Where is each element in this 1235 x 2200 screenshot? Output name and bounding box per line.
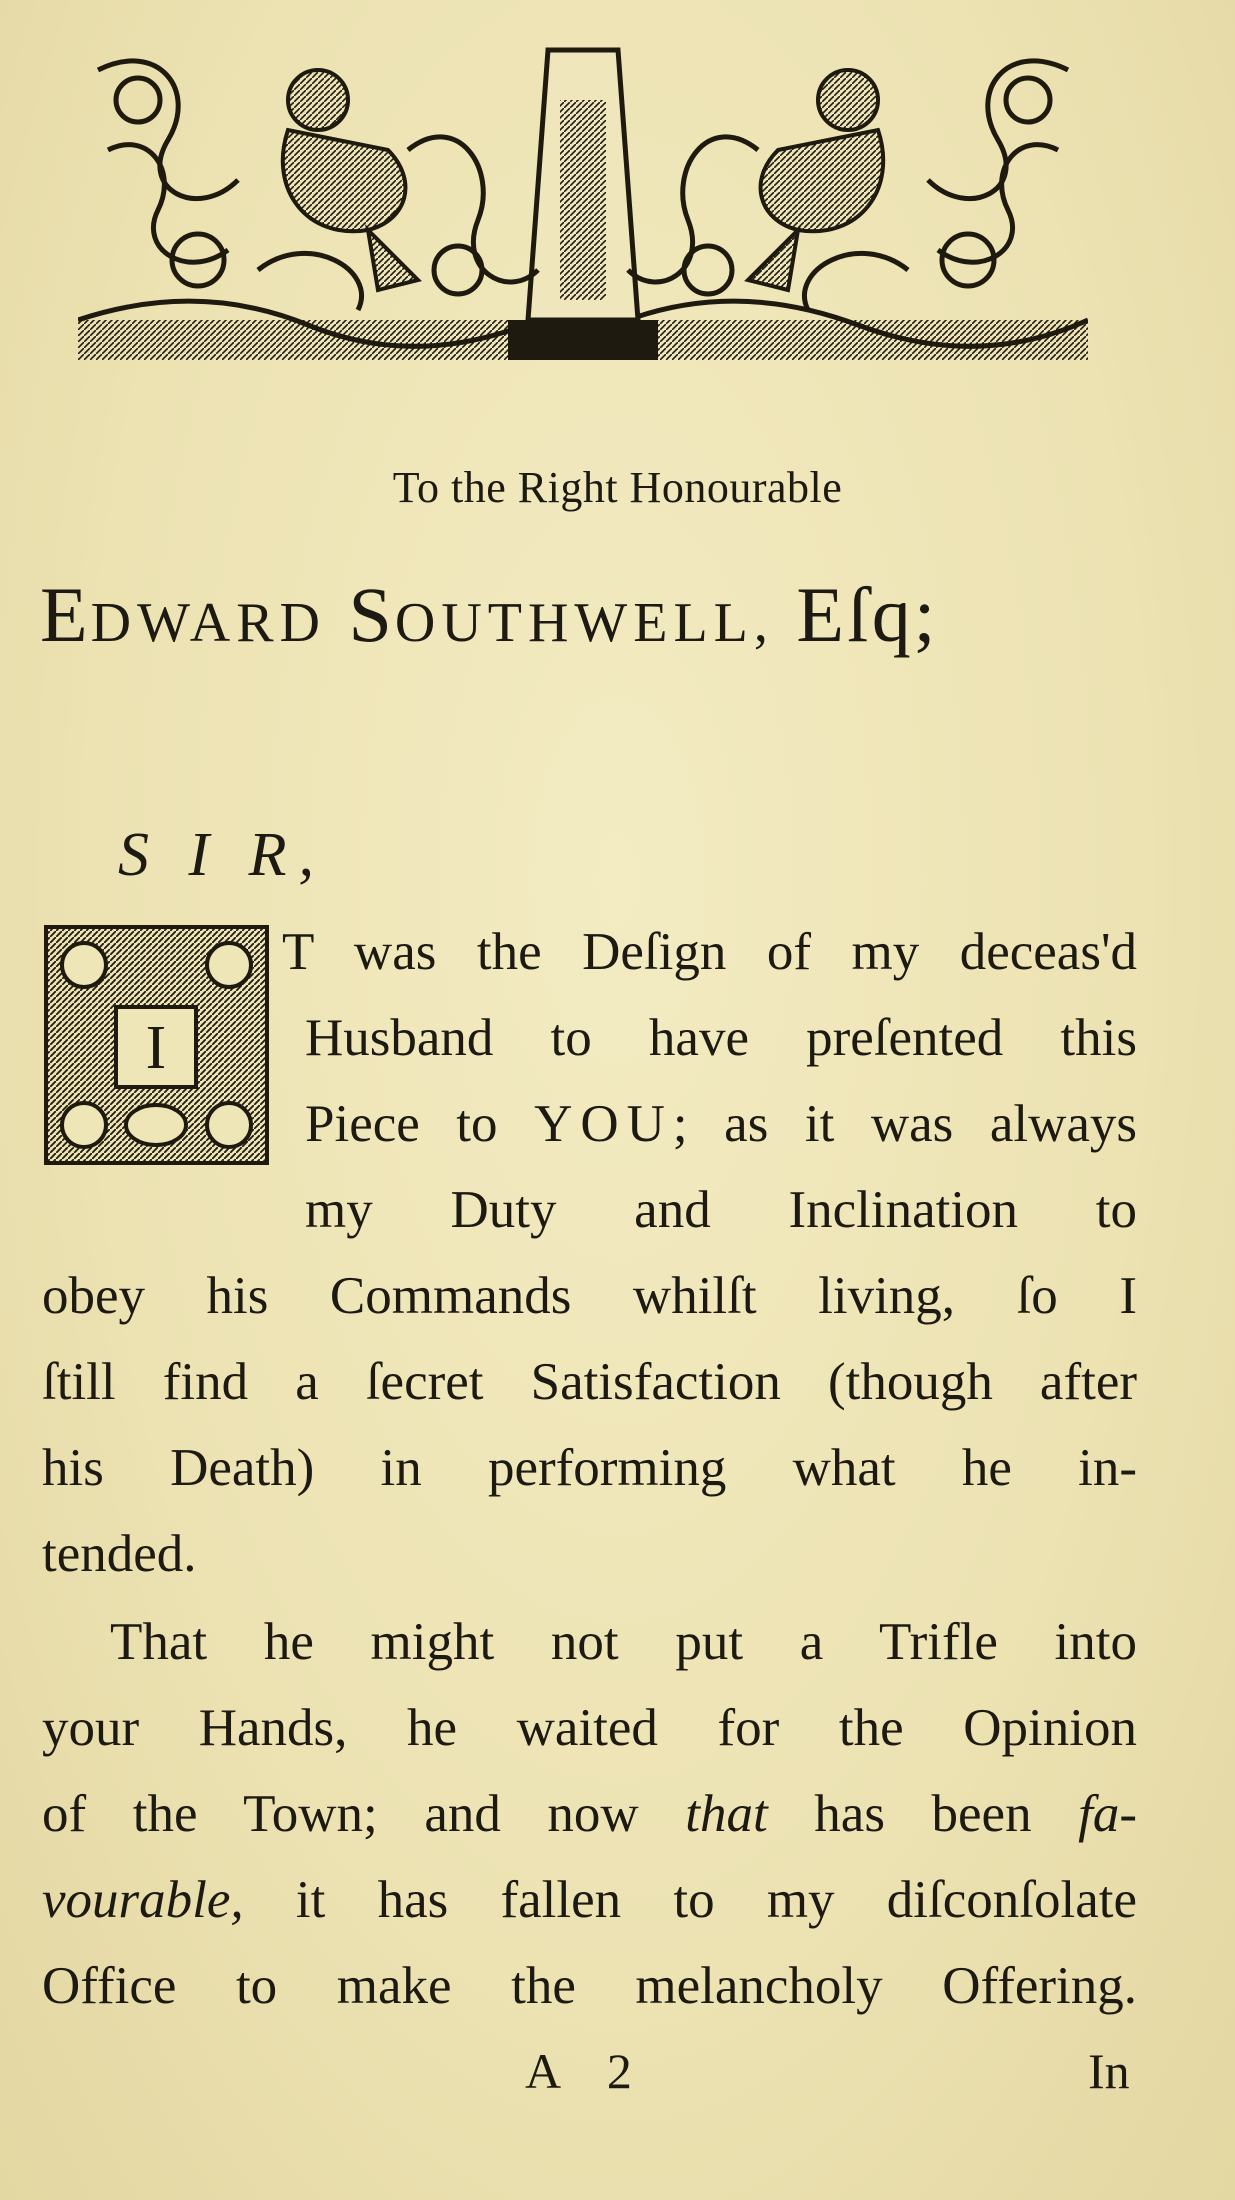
para2-line-4-b: it has fallen to my diſconſolate: [295, 1871, 1137, 1929]
body-line-3-you: YOU: [534, 1095, 673, 1153]
recipient-last-rest: OUTHWELL,: [394, 592, 774, 654]
para2-line-5: Office to make the melancholy Offering.: [42, 1957, 1137, 2015]
body-line-3-a: Piece to: [305, 1095, 498, 1153]
para2-line-3-it2: fa-: [1078, 1785, 1138, 1843]
body-line-2: Husband to have preſented this: [305, 1009, 1137, 1067]
body-line-4: my Duty and Inclination to: [305, 1181, 1137, 1239]
para2-line-3-b: has been: [814, 1785, 1032, 1843]
recipient-last-initial: S: [348, 571, 395, 658]
body-line-7: his Death) in performing what he in-: [42, 1439, 1137, 1497]
para2-line-3-it: that: [685, 1785, 768, 1843]
para2-line-4: [42, 1870, 1137, 1930]
para2-line-3-a: of the Town; and now: [42, 1785, 639, 1843]
dedication-line: To the Right Honourable: [392, 463, 843, 512]
para2-line-3: [42, 1784, 1137, 1844]
recipient-first-rest: DWARD: [90, 592, 326, 654]
ornamental-headpiece-icon: [78, 30, 1088, 385]
body-line-6: ſtill find a ſecret Satisfaction (though after: [42, 1353, 1137, 1411]
recipient-first-initial: E: [40, 571, 91, 658]
body-line-3: [305, 1094, 1137, 1154]
body-line-5: obey his Commands whilſt living, ſo I: [42, 1267, 1137, 1325]
signature-mark: A 2: [525, 2043, 650, 2099]
recipient-name: [40, 570, 1200, 660]
para2-line-4-it: vourable,: [42, 1871, 244, 1929]
salutation: S I R,: [118, 821, 327, 889]
drop-cap-letter: I: [145, 1014, 167, 1082]
recipient-suffix: Eſq;: [796, 571, 939, 658]
body-line-3-b: ; as it was always: [672, 1095, 1138, 1153]
catchword: In: [1088, 2043, 1130, 2099]
body-line-8: tended.: [42, 1525, 197, 1583]
ornamental-initial-icon: [44, 925, 269, 1165]
body-line-1: T was the Deſign of my deceas'd: [282, 923, 1137, 981]
para2-line-1: That he might not put a Trifle into: [110, 1613, 1137, 1671]
para2-line-2: your Hands, he waited for the Opinion: [42, 1699, 1137, 1757]
